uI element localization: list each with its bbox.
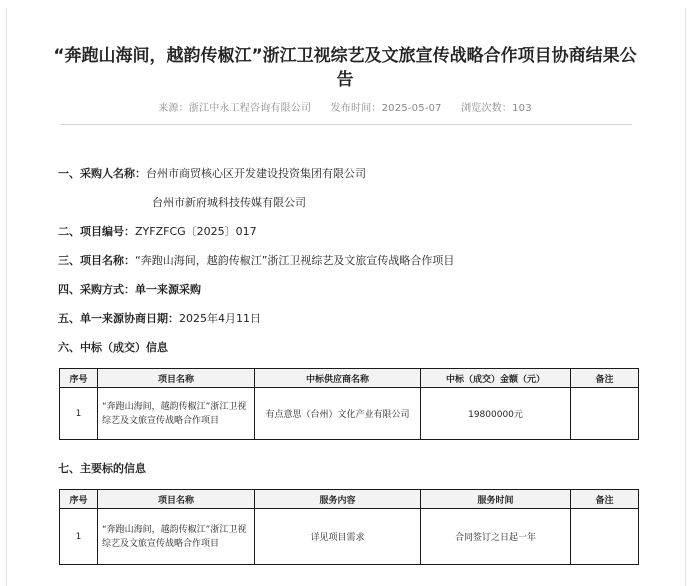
meta-views: 浏览次数：103 [461,103,532,114]
purchaser-line-2 [152,195,306,211]
date-value: 2025年4月11日 [179,312,261,325]
purchaser-line [58,166,366,182]
meta-date: 发布时间：2025-05-07 [330,103,442,114]
table-row [60,509,639,565]
award-row-project: “奔跑山海间，越韵传椒江”浙江卫视综艺及文旅宣传战略合作项目 [98,388,255,440]
main-table [59,489,639,565]
award-table-header [60,369,639,388]
purchaser-1: 台州市商贸核心区开发建设投资集团有限公司 [146,167,366,180]
main-row-time: 合同签订之日起一年 [421,509,571,565]
main-col-project: 项目名称 [98,490,255,509]
main-row-note [571,509,639,565]
title-divider [60,124,632,125]
award-row-supplier: 有点意思（台州）文化产业有限公司 [255,388,421,440]
meta-info [0,99,690,114]
award-col-note: 备注 [571,369,639,388]
main-col-note: 备注 [571,490,639,509]
project-name-label: 三、项目名称： [58,254,135,267]
page-border-right [685,8,686,586]
main-col-content: 服务内容 [255,490,421,509]
main-heading: 七、主要标的信息 [58,462,146,475]
method-line: 四、采购方式：单一来源采购 [58,283,201,296]
project-name-value: “奔跑山海间，越韵传椒江”浙江卫视综艺及文旅宣传战略合作项目 [135,254,455,267]
date-label: 五、单一来源协商日期： [58,312,179,325]
main-col-no: 序号 [60,490,98,509]
award-row-no: 1 [60,388,98,440]
award-heading: 六、中标（成交）信息 [58,341,168,354]
purchaser-label: 一、采购人名称： [58,167,146,180]
page-border-left [6,8,7,586]
project-no-value: ZYFZFCG〔2025〕017 [135,225,257,238]
award-col-supplier: 中标供应商名称 [255,369,421,388]
meta-source: 来源：浙江中永工程咨询有限公司 [158,103,312,114]
award-col-amount: 中标（成交）金额（元） [421,369,571,388]
award-row-note [571,388,639,440]
main-row-project: “奔跑山海间，越韵传椒江”浙江卫视综艺及文旅宣传战略合作项目 [98,509,255,565]
main-col-time: 服务时间 [421,490,571,509]
project-no-line [58,224,257,240]
award-row-amount: 19800000元 [421,388,571,440]
page-title: “奔跑山海间，越韵传椒江”浙江卫视综艺及文旅宣传战略合作项目协商结果公告 [53,46,637,90]
table-row [60,388,639,440]
award-col-no: 序号 [60,369,98,388]
purchaser-2: 台州市新府城科技传媒有限公司 [152,196,306,209]
date-line [58,311,261,327]
award-col-project: 项目名称 [98,369,255,388]
main-table-header [60,490,639,509]
project-name-line [58,253,454,269]
main-row-content: 详见项目需求 [255,509,421,565]
project-no-label: 二、项目编号： [58,225,135,238]
award-table [59,368,639,440]
main-row-no: 1 [60,509,98,565]
